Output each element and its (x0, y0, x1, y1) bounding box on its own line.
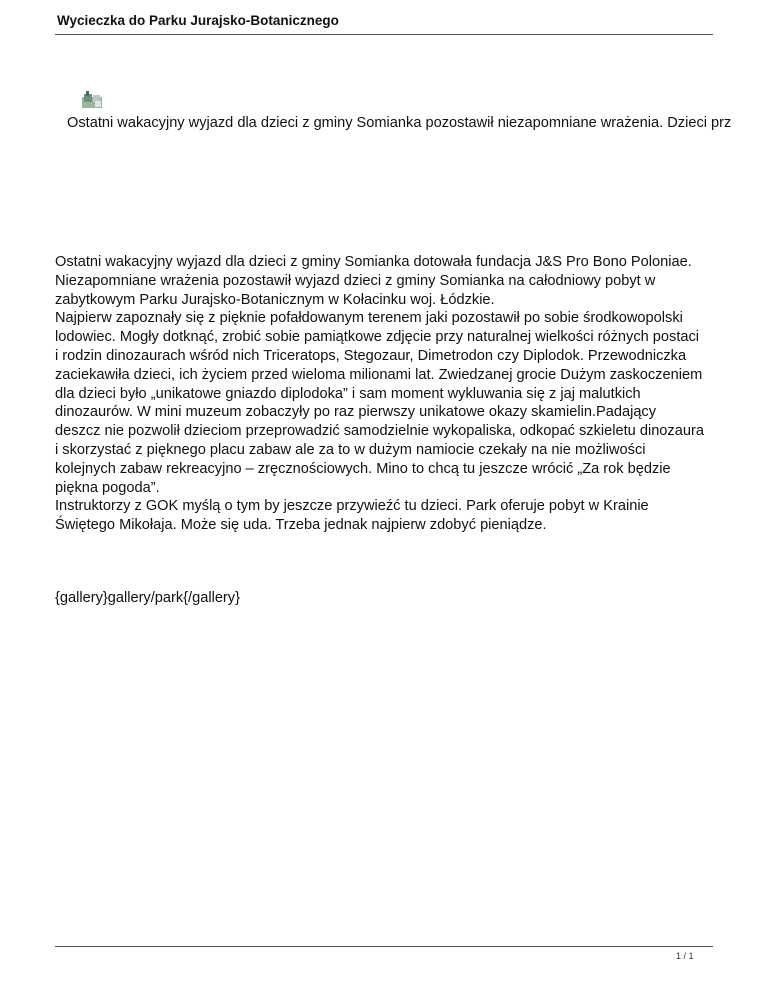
park-photo-thumbnail-icon (80, 89, 104, 109)
page-number: 1 / 1 (676, 951, 694, 961)
header-divider (55, 34, 713, 35)
paragraph-funding: Ostatni wakacyjny wyjazd dla dzieci z gminy Somianka dotowała fundacja J&S Pro Bono Poloniae. (55, 254, 692, 270)
paragraph-details: Najpierw zapoznały się z pięknie pofałdowanym terenem jaki pozostawił po sobie środkowopolski lodowiec. Mogły dotknąć, zrobić sobie pamiątkowe zdjęcie przy naturalnej wielkości różnych postaci i rodzin dinozaurach wśród nich Triceratops, Stegozaur, Dimetrodon czy Diplodok. Przewodniczka zaciekawiła dzieci, ich życiem przed wieloma milionami lat. Zwiedzanej grocie Dużym zaskoczeniem dla dzieci było „unikatowe gniazdo diplodoka” i sam moment wykluwania się z jaj malutkich dinozaurów. W mini muzeum zobaczyły po raz pierwszy unikatowe okazy skamielin.Padający deszcz nie pozwolił dzieciom przeprowadzić samodzielnie wykopaliska, odkopać szkieletu dinozaura i skorzystać z pięknego placu zabaw ale za to w dużym namiocie czekały na nie możliwości kolejnych zabaw rekreacyjno – zręcznościowych. Mino to chcą tu jeszcze wrócić „Za rok będzie piękna pogoda”. (55, 310, 704, 496)
page-header-title: Wycieczka do Parku Jurajsko-Botanicznego (57, 13, 339, 28)
paragraph-trip: Niezapomniane wrażenia pozostawił wyjazd dzieci z gminy Somianka na całodniowy pobyt w zabytkowym Parku Jurajsko-Botanicznym w Kołacinku woj. Łódzkie. (55, 272, 656, 308)
intro-text: Ostatni wakacyjny wyjazd dla dzieci z gminy Somianka pozostawił niezapomniane wrażenia. Dzieci prz (67, 115, 732, 131)
gallery-tag: {gallery}gallery/park{/gallery} (55, 590, 240, 606)
paragraph-plans: Instruktorzy z GOK myślą o tym by jeszcze przywieźć tu dzieci. Park oferuje pobyt w Krainie Świętego Mikołaja. Może się uda. Trzeba jednak najpierw zdobyć pieniądze. (55, 498, 649, 534)
article-body (55, 253, 705, 535)
footer-divider (55, 946, 713, 947)
